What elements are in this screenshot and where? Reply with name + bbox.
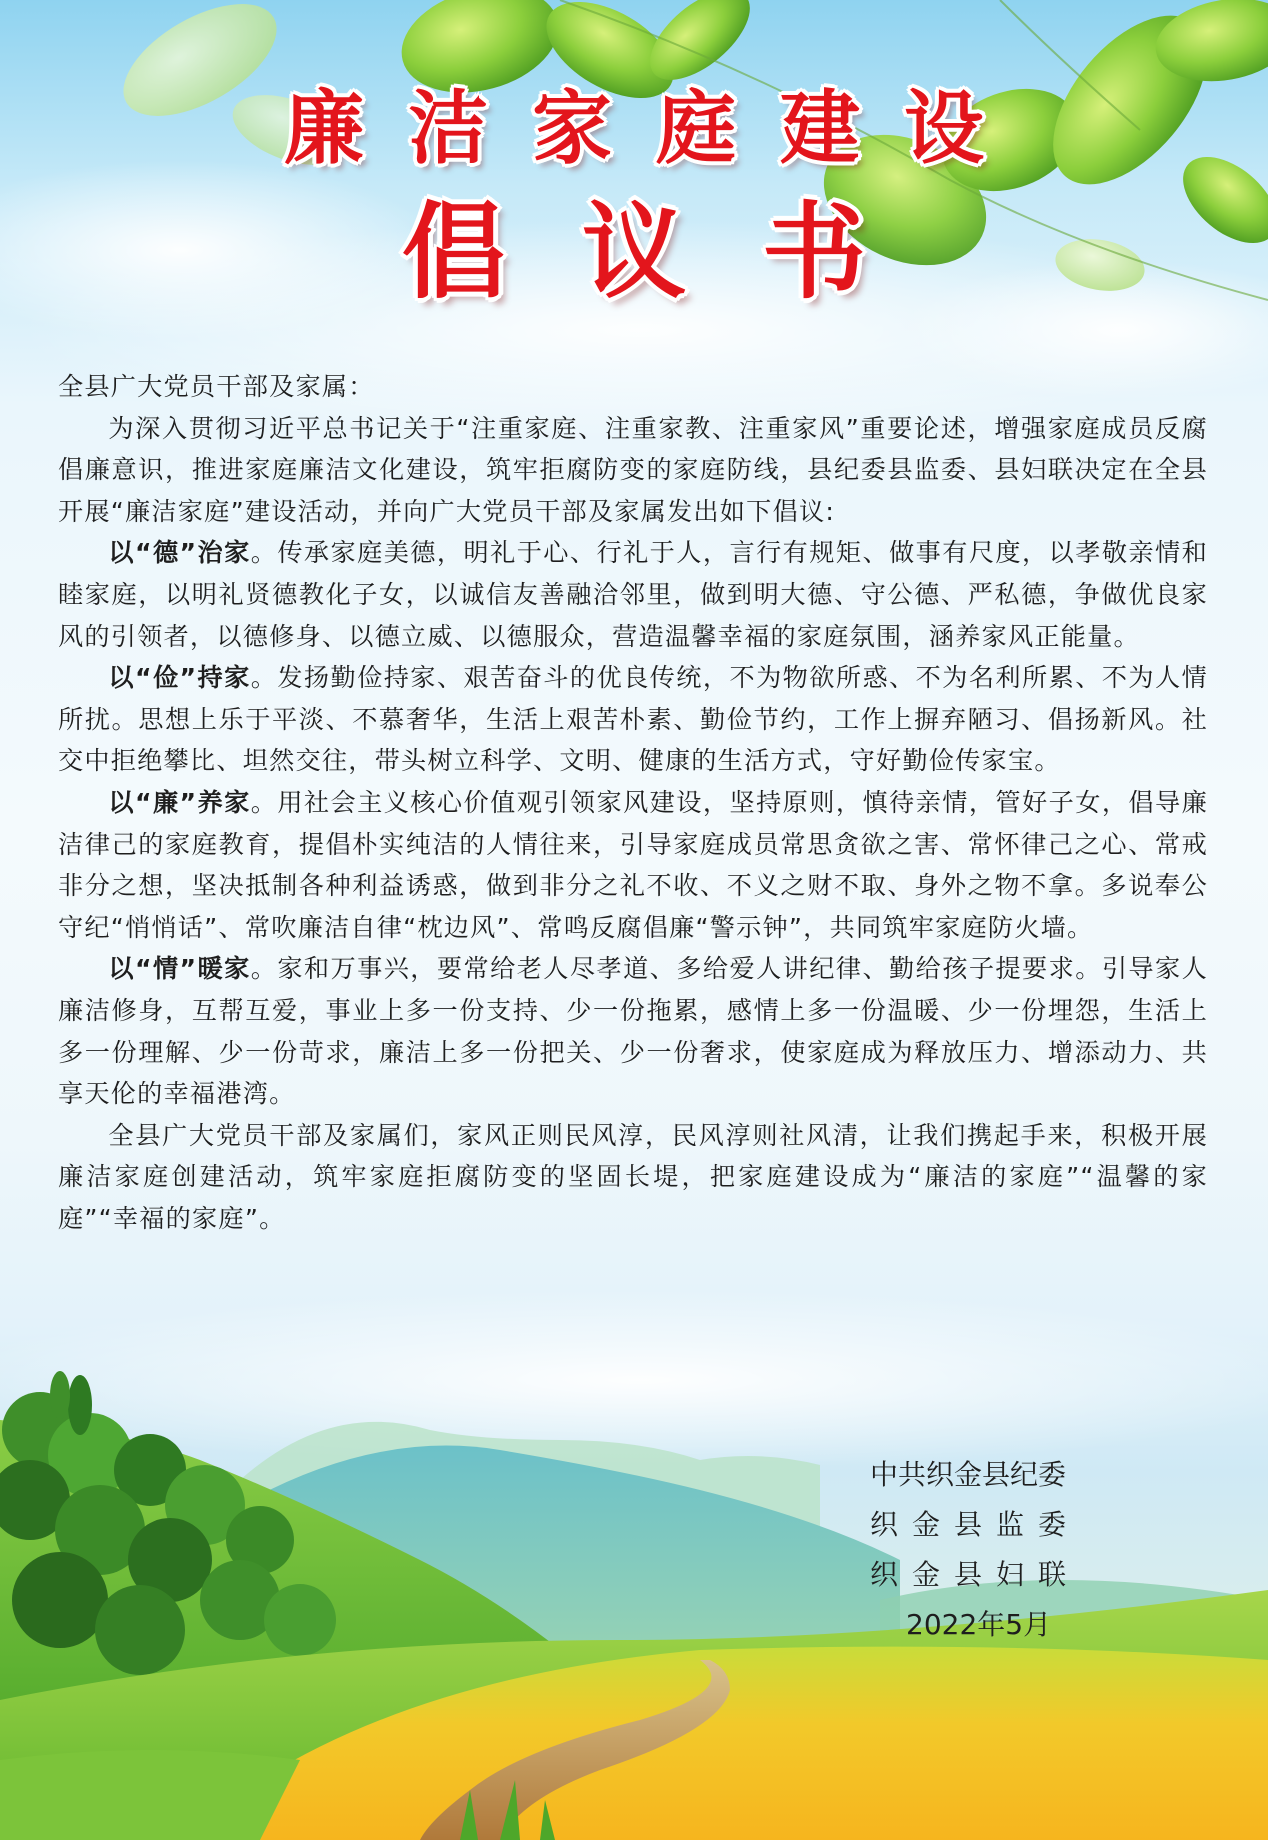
item-paragraph: [58, 657, 1208, 782]
closing-paragraph: 全县广大党员干部及家属们，家风正则民风淳，民风淳则社风清，让我们携起手来，积极开展廉洁家庭创建活动，筑牢家庭拒腐防变的坚固长堤，把家庭建设成为“廉洁的家庭”“温馨的家庭”“幸福的家庭”。: [58, 1120, 1208, 1233]
page-subtitle: 倡议书: [401, 190, 942, 313]
item-heading: 以“廉”养家: [108, 787, 251, 817]
item-heading: 以“德”治家: [108, 538, 251, 568]
item-text: 。发扬勤俭持家、艰苦奋斗的优良传统，不为物欲所惑、不为名利所累、不为人情所扰。思想上乐于平淡、不慕奢华，生活上艰苦朴素、勤俭节约，工作上摒弃陋习、倡扬新风。社交中拒绝攀比、坦然交往，带头树立科学、文明、健康的生活方式，守好勤俭传家宝。: [58, 663, 1209, 776]
item-heading: 以“情”暖家: [108, 954, 251, 984]
salutation: 全县广大党员干部及家属：: [58, 372, 375, 401]
signature-org: 织金县妇联: [870, 1558, 1081, 1591]
item-paragraph: [58, 948, 1208, 1114]
signature-date: 2022年5月: [906, 1608, 1052, 1641]
letter-body: [58, 366, 1208, 1239]
item-paragraph: [58, 532, 1208, 657]
item-heading: 以“俭”持家: [108, 663, 251, 693]
intro-paragraph: 为深入贯彻习近平总书记关于“注重家庭、注重家教、注重家风”重要论述，增强家庭成员反腐倡廉意识，推进家庭廉洁文化建设，筑牢拒腐防变的家庭防线，县纪委县监委、县妇联决定在全县开展“廉洁家庭”建设活动，并向广大党员干部及家属发出如下倡议:: [58, 413, 1208, 526]
item-text: 。传承家庭美德，明礼于心、行礼于人，言行有规矩、做事有尺度，以孝敬亲情和睦家庭，以明礼贤德教化子女，以诚信友善融洽邻里，做到明大德、守公德、严私德，争做优良家风的引领者，以德修身、以德立威、以德服众，营造温馨幸福的家庭氛围，涵养家风正能量。: [58, 538, 1209, 651]
item-paragraph: [58, 782, 1208, 948]
item-text: 。用社会主义核心价值观引领家风建设，坚持原则，慎待亲情，管好子女，倡导廉洁律己的家庭教育，提倡朴实纯洁的人情往来，引导家庭成员常思贪欲之害、常怀律己之心、常戒非分之想，坚决抵制各种利益诱惑，做到非分之礼不收、不义之财不取、身外之物不拿。多说奉公守纪“悄悄话”、常吹廉洁自律“枕边风”、常鸣反腐倡廉“警示钟”，共同筑牢家庭防火墙。: [58, 787, 1209, 942]
page-title: 廉洁家庭建设: [284, 81, 1028, 175]
item-text: 。家和万事兴，要常给老人尽孝道、多给爱人讲纪律、勤给孩子提要求。引导家人廉洁修身，互帮互爱，事业上多一份支持、少一份拖累，感情上多一份温暖、少一份埋怨，生活上多一份理解、少一份苛求，廉洁上多一份把关、少一份奢求，使家庭成为释放压力、增添动力、共享天伦的幸福港湾。: [58, 954, 1209, 1109]
signature-block: [870, 1450, 1100, 1650]
signature-org: 织金县监委: [870, 1508, 1081, 1541]
signature-org: 中共织金县纪委: [870, 1458, 1067, 1491]
